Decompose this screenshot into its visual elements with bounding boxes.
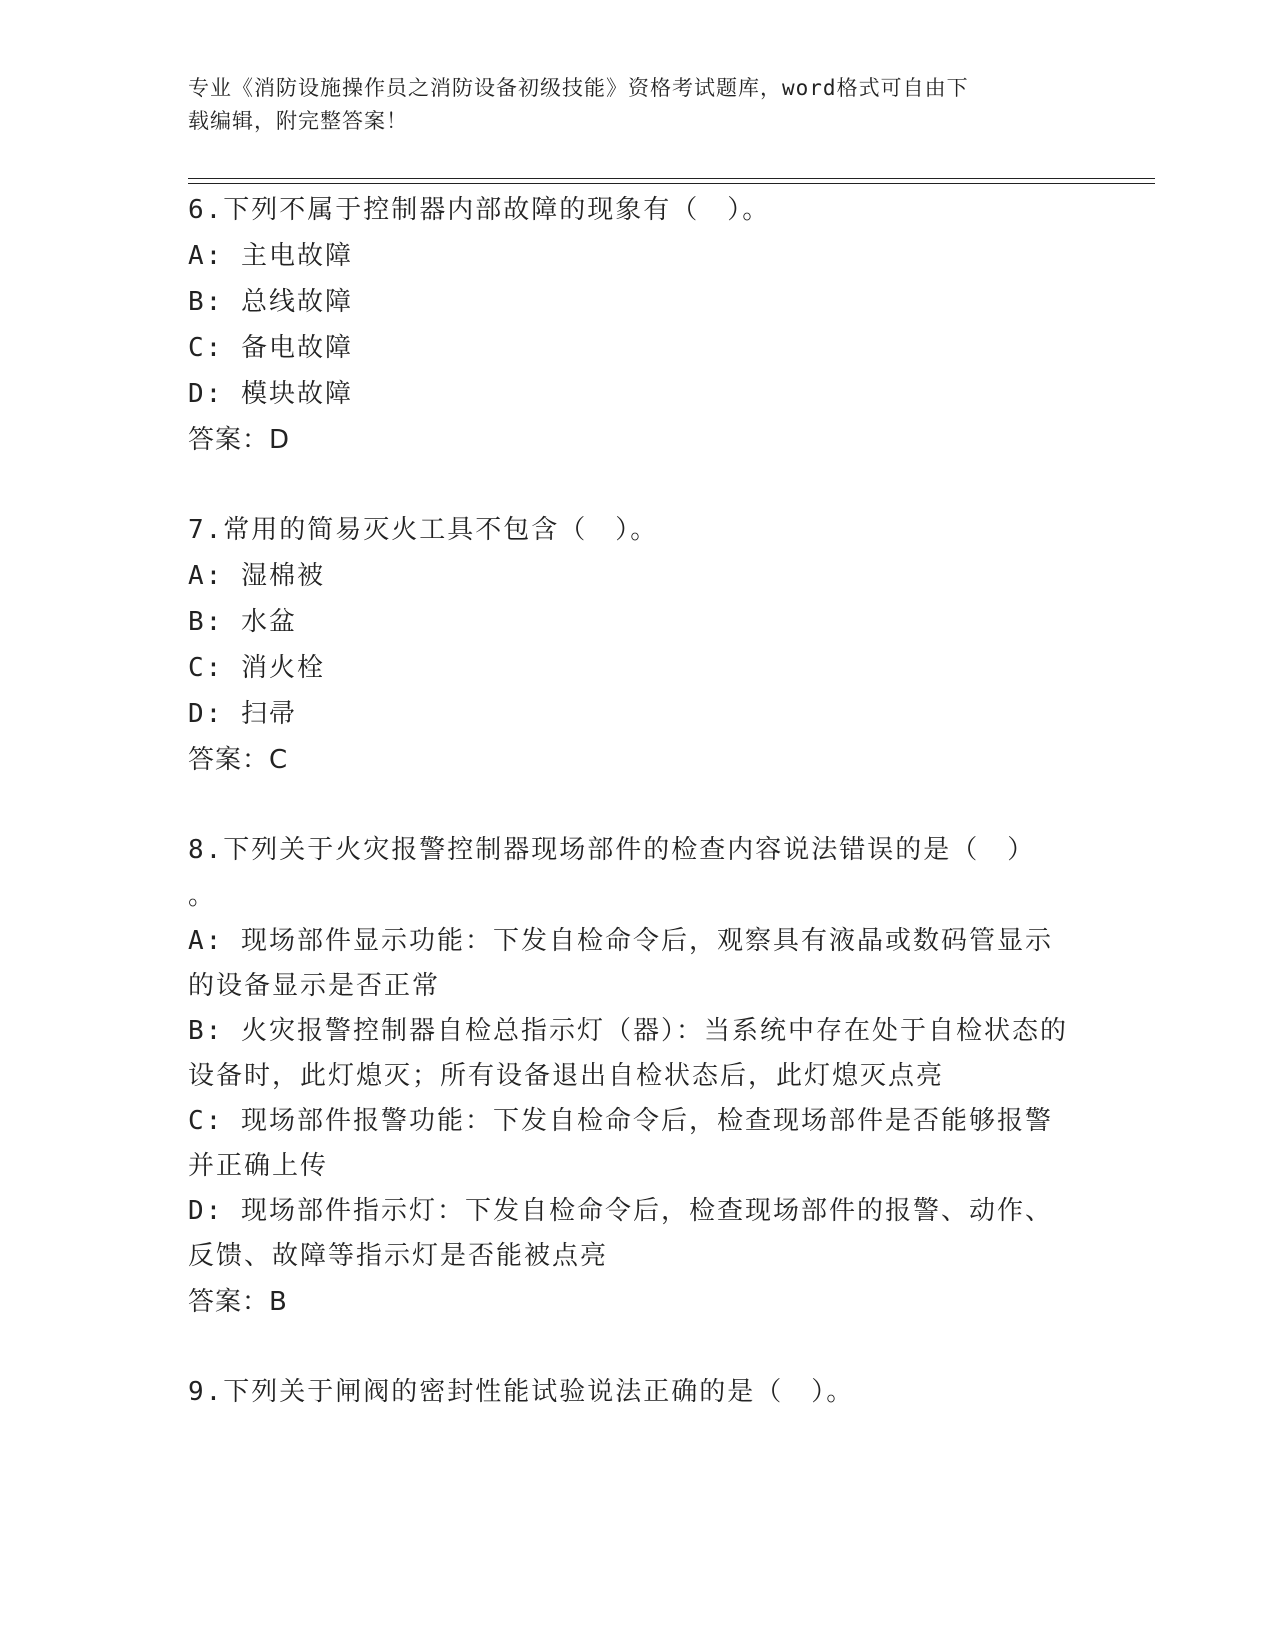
- question-8: [188, 827, 1088, 1325]
- option-a: A: 现场部件显示功能：下发自检命令后，观察具有液晶或数码管显示的设备显示是否正常: [188, 926, 1053, 1001]
- question-stem-continuation: 。: [188, 881, 215, 911]
- question-stem: 6.下列不属于控制器内部故障的现象有（ ）。: [188, 195, 771, 225]
- question-stem: 8.下列关于火灾报警控制器现场部件的检查内容说法错误的是（ ）: [188, 835, 1036, 865]
- option-d: D: 模块故障: [188, 379, 353, 409]
- answer: 答案：D: [188, 425, 291, 455]
- option-a: A: 主电故障: [188, 241, 353, 271]
- question-stem: 9.下列关于闸阀的密封性能试验说法正确的是（ ）。: [188, 1377, 855, 1407]
- answer: 答案：B: [188, 1287, 288, 1317]
- option-c: C: 备电故障: [188, 333, 353, 363]
- option-c: C: 消火栓: [188, 653, 325, 683]
- option-b: B: 水盆: [188, 607, 297, 637]
- option-b: B: 火灾报警控制器自检总指示灯（器）：当系统中存在处于自检状态的设备时，此灯熄灭；所有设备退出自检状态后，此灯熄灭点亮: [188, 1016, 1068, 1091]
- option-b: B: 总线故障: [188, 287, 353, 317]
- question-6: [188, 187, 1088, 463]
- question-7: [188, 507, 1088, 783]
- question-9: [188, 1369, 1088, 1415]
- option-d: D: 扫帚: [188, 699, 297, 729]
- question-list: [188, 187, 1088, 1415]
- question-stem: 7.常用的简易灭火工具不包含（ ）。: [188, 515, 659, 545]
- header-divider: [188, 178, 1155, 184]
- option-c: C: 现场部件报警功能：下发自检命令后，检查现场部件是否能够报警并正确上传: [188, 1106, 1053, 1181]
- document-header: [188, 72, 1068, 138]
- header-line: 载编辑，附完整答案！: [188, 109, 408, 133]
- answer: 答案：C: [188, 745, 289, 775]
- header-line: 专业《消防设施操作员之消防设备初级技能》资格考试题库，word格式可自由下: [188, 76, 969, 100]
- option-a: A: 湿棉被: [188, 561, 325, 591]
- option-d: D: 现场部件指示灯：下发自检命令后，检查现场部件的报警、动作、反馈、故障等指示灯是否能被点亮: [188, 1196, 1053, 1271]
